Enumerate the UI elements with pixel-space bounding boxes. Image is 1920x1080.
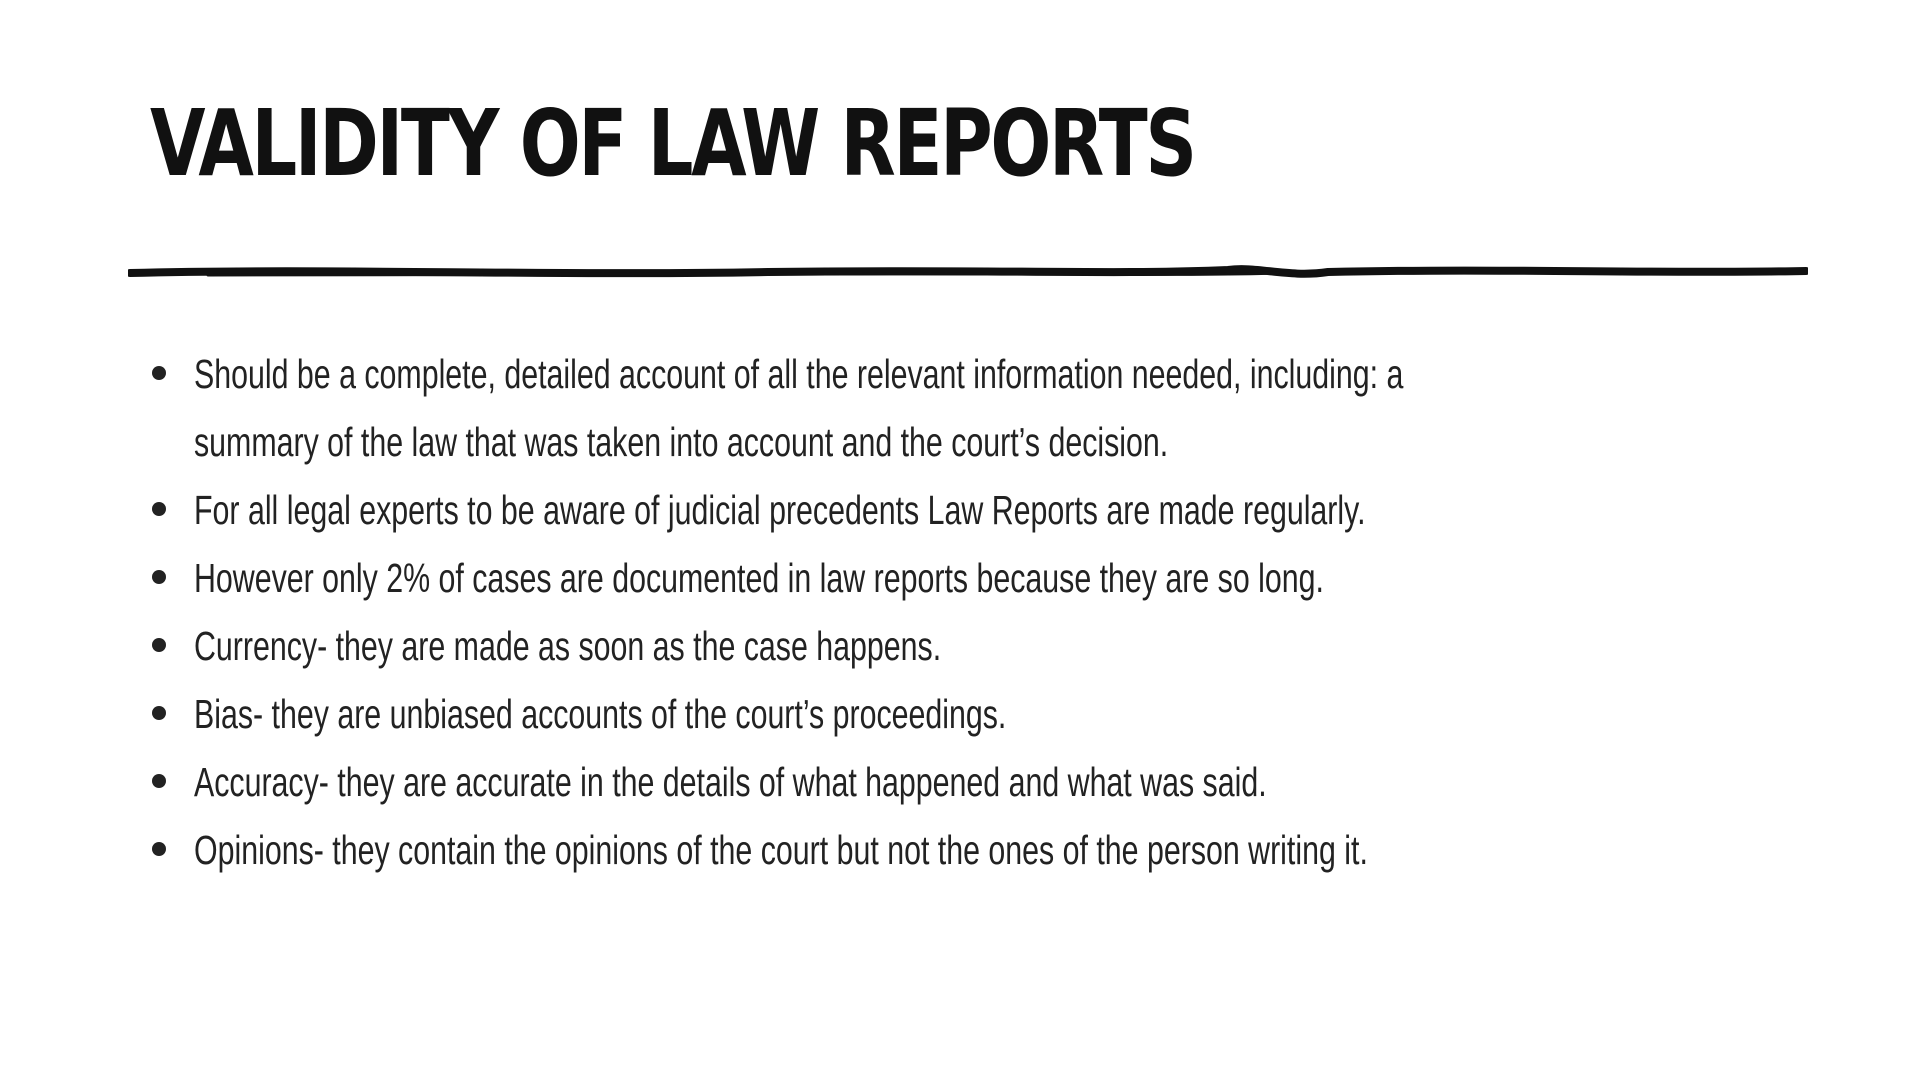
bullet-text: Should be a complete, detailed account of all the relevant information needed, including: a summary of the law that was taken into account and the court’s decision. (194, 351, 1404, 465)
bullet-text: Currency- they are made as soon as the case happens. (194, 623, 942, 669)
title-divider (128, 258, 1808, 288)
bullet-icon (152, 366, 166, 380)
list-item (146, 476, 1426, 544)
bullet-text: Accuracy- they are accurate in the details of what happened and what was said. (194, 759, 1267, 805)
bullet-icon (152, 502, 166, 516)
bullet-text: However only 2% of cases are documented in law reports because they are so long. (194, 555, 1324, 601)
bullet-text: Opinions- they contain the opinions of the court but not the ones of the person writing it. (194, 827, 1368, 873)
bullet-icon (152, 706, 166, 720)
slide-title: VALIDITY OF LAW REPORTS (150, 90, 1195, 197)
list-item (146, 340, 1426, 476)
list-item (146, 544, 1426, 612)
bullet-icon (152, 842, 166, 856)
list-item (146, 748, 1426, 816)
bullet-icon (152, 570, 166, 584)
list-item (146, 680, 1426, 748)
bullet-text: For all legal experts to be aware of judicial precedents Law Reports are made regularly. (194, 487, 1366, 533)
bullet-icon (152, 774, 166, 788)
list-item (146, 612, 1426, 680)
bullet-list (146, 340, 1426, 884)
bullet-text: Bias- they are unbiased accounts of the court’s proceedings. (194, 691, 1007, 737)
list-item (146, 816, 1426, 884)
bullet-icon (152, 638, 166, 652)
